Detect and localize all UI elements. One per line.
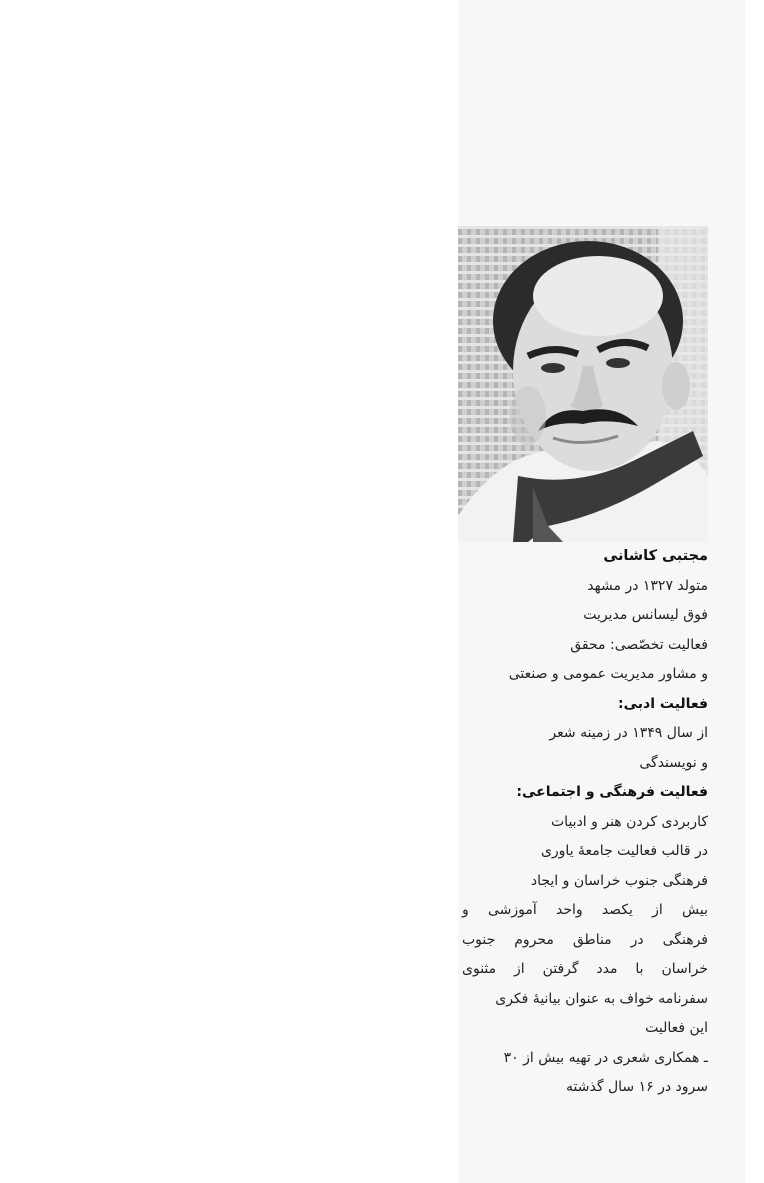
cultural-line: کاربردی کردن هنر و ادبیات (551, 813, 708, 830)
author-photo (458, 226, 708, 542)
literary-line: از سال ۱۳۴۹ در زمینه شعر (549, 725, 708, 741)
cultural-heading: فعالیت فرهنگی و اجتماعی: (516, 784, 708, 800)
author-bio (462, 542, 708, 1103)
cultural-line: خراسان با مدد گرفتن از مثنوی (462, 961, 708, 977)
bio-line: فعالیت تخصّصی: محقق (570, 636, 708, 653)
cultural-line: در قالب فعالیت جامعهٔ یاوری (540, 843, 708, 859)
cultural-line: ـ همکاری شعری در تهیه بیش از ۳۰ (503, 1049, 708, 1066)
cultural-line: سرود در ۱۶ سال گذشته (566, 1079, 708, 1095)
portrait-image (458, 226, 708, 542)
cultural-line: این فعالیت (645, 1020, 708, 1036)
bio-line: متولد ۱۳۲۷ در مشهد (587, 577, 708, 594)
bio-line: فوق لیسانس مدیریت (583, 607, 708, 623)
cultural-line: فرهنگی جنوب خراسان و ایجاد (530, 872, 708, 889)
cultural-line: سفرنامه خواف به عنوان بیانیهٔ فکری (495, 990, 708, 1007)
bio-line: و مشاور مدیریت عمومی و صنعتی (508, 666, 708, 682)
author-name: مجتبی کاشانی (603, 548, 708, 564)
cultural-line: فرهنگی در مناطق محروم جنوب (462, 931, 708, 948)
cultural-line: بیش از یکصد واحد آموزشی و (462, 902, 708, 918)
literary-heading: فعالیت ادبی: (618, 695, 708, 712)
literary-line: و نویسندگی (639, 754, 708, 771)
